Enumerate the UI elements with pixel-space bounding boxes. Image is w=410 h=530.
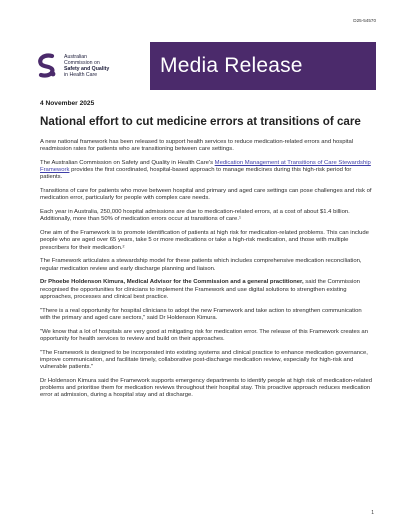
paragraph-1: A new national framework has been released to support health services to reduce medication-related errors and hospital readmission rates for patients who are transitioning between care settings. [40, 139, 354, 153]
logo-line-1: Australian [64, 53, 88, 60]
release-date: 4 November 2025 [40, 100, 95, 107]
paragraph-3: Transitions of care for patients who move between hospital and primary and aged care settings can pose challenges and risk of medication error, particularly for people with complex care needs. [40, 188, 372, 202]
commission-logo-icon [36, 53, 58, 79]
paragraph-7: Dr Phoebe Holdenson Kimura, Medical Advisor for the Commission and a general practitioner, said the Commission recognised the opportunities for clinicians to implement the Framework and use digital solutions to strengthen existing approaches, processes and clinical best practice. [40, 279, 360, 300]
paragraph-2: The Australian Commission on Safety and Quality in Health Care's Medication Management at Transitions of Care Stewardship Framework provides the first coordinated, hospital-based approach to manage medicines during this high-risk period for patients. [40, 160, 371, 181]
paragraph-8: "There is a real opportunity for hospital clinicians to adopt the new Framework and take action to strengthen communication with the primary and aged care sectors," said Dr Holdenson Kimura. [40, 307, 362, 321]
paragraph-4: Each year in Australia, 250,000 hospital admissions are due to medication-related errors, at a cost of about $1.4 billion. Additionally, more than 50% of medication errors occur at transitions of care.¹ [40, 209, 350, 223]
logo-wordmark [64, 54, 109, 79]
paragraph-11: Dr Holdenson Kimura said the Framework supports emergency departments to identify people at high risk of medication-related problems and prioritise them for medication reviews throughout their hospital stay. This proactive approach reduces medication error at admission, during a hospital stay and at discharge. [40, 377, 373, 399]
header [34, 42, 376, 90]
release-body [40, 100, 372, 406]
page-number: 1 [371, 510, 374, 516]
framework-link[interactable]: Medication Management at Transitions of Care Stewardship Framework [40, 160, 371, 174]
document-reference: D25-54570 [353, 18, 376, 23]
paragraph-9: "We know that a lot of hospitals are very good at mitigating risk for medication error. The release of this Framework creates an opportunity for health services to review and build on their approaches. [40, 328, 368, 342]
headline: National effort to cut medicine errors at transitions of care [40, 115, 361, 128]
banner-title: Media Release [160, 54, 303, 77]
paragraph-10: "The Framework is designed to be incorporated into existing systems and clinical practice to enhance medication governance, improve communication, and facilitate timely, collaborative post-discharge medication review, especially for high-risk and vulnerable patients." [40, 349, 368, 371]
logo-line-3: Safety and Quality [64, 66, 110, 72]
commission-logo [34, 42, 150, 90]
media-release-banner [150, 42, 376, 90]
logo-line-4: in Health Care [64, 72, 98, 79]
logo-line-2: Commission on [64, 59, 100, 66]
paragraph-6: The Framework articulates a stewardship model for these patients which includes comprehensive medication reconciliation, regular medication review and early discharge planning and liaison. [40, 258, 362, 272]
paragraph-5: One aim of the Framework is to promote identification of patients at high risk for medication-related problems. This can include people who are aged over 65 years, take 5 or more medications or take a high-risk medication, and those with multiple prescribers for their medication.² [40, 230, 369, 251]
